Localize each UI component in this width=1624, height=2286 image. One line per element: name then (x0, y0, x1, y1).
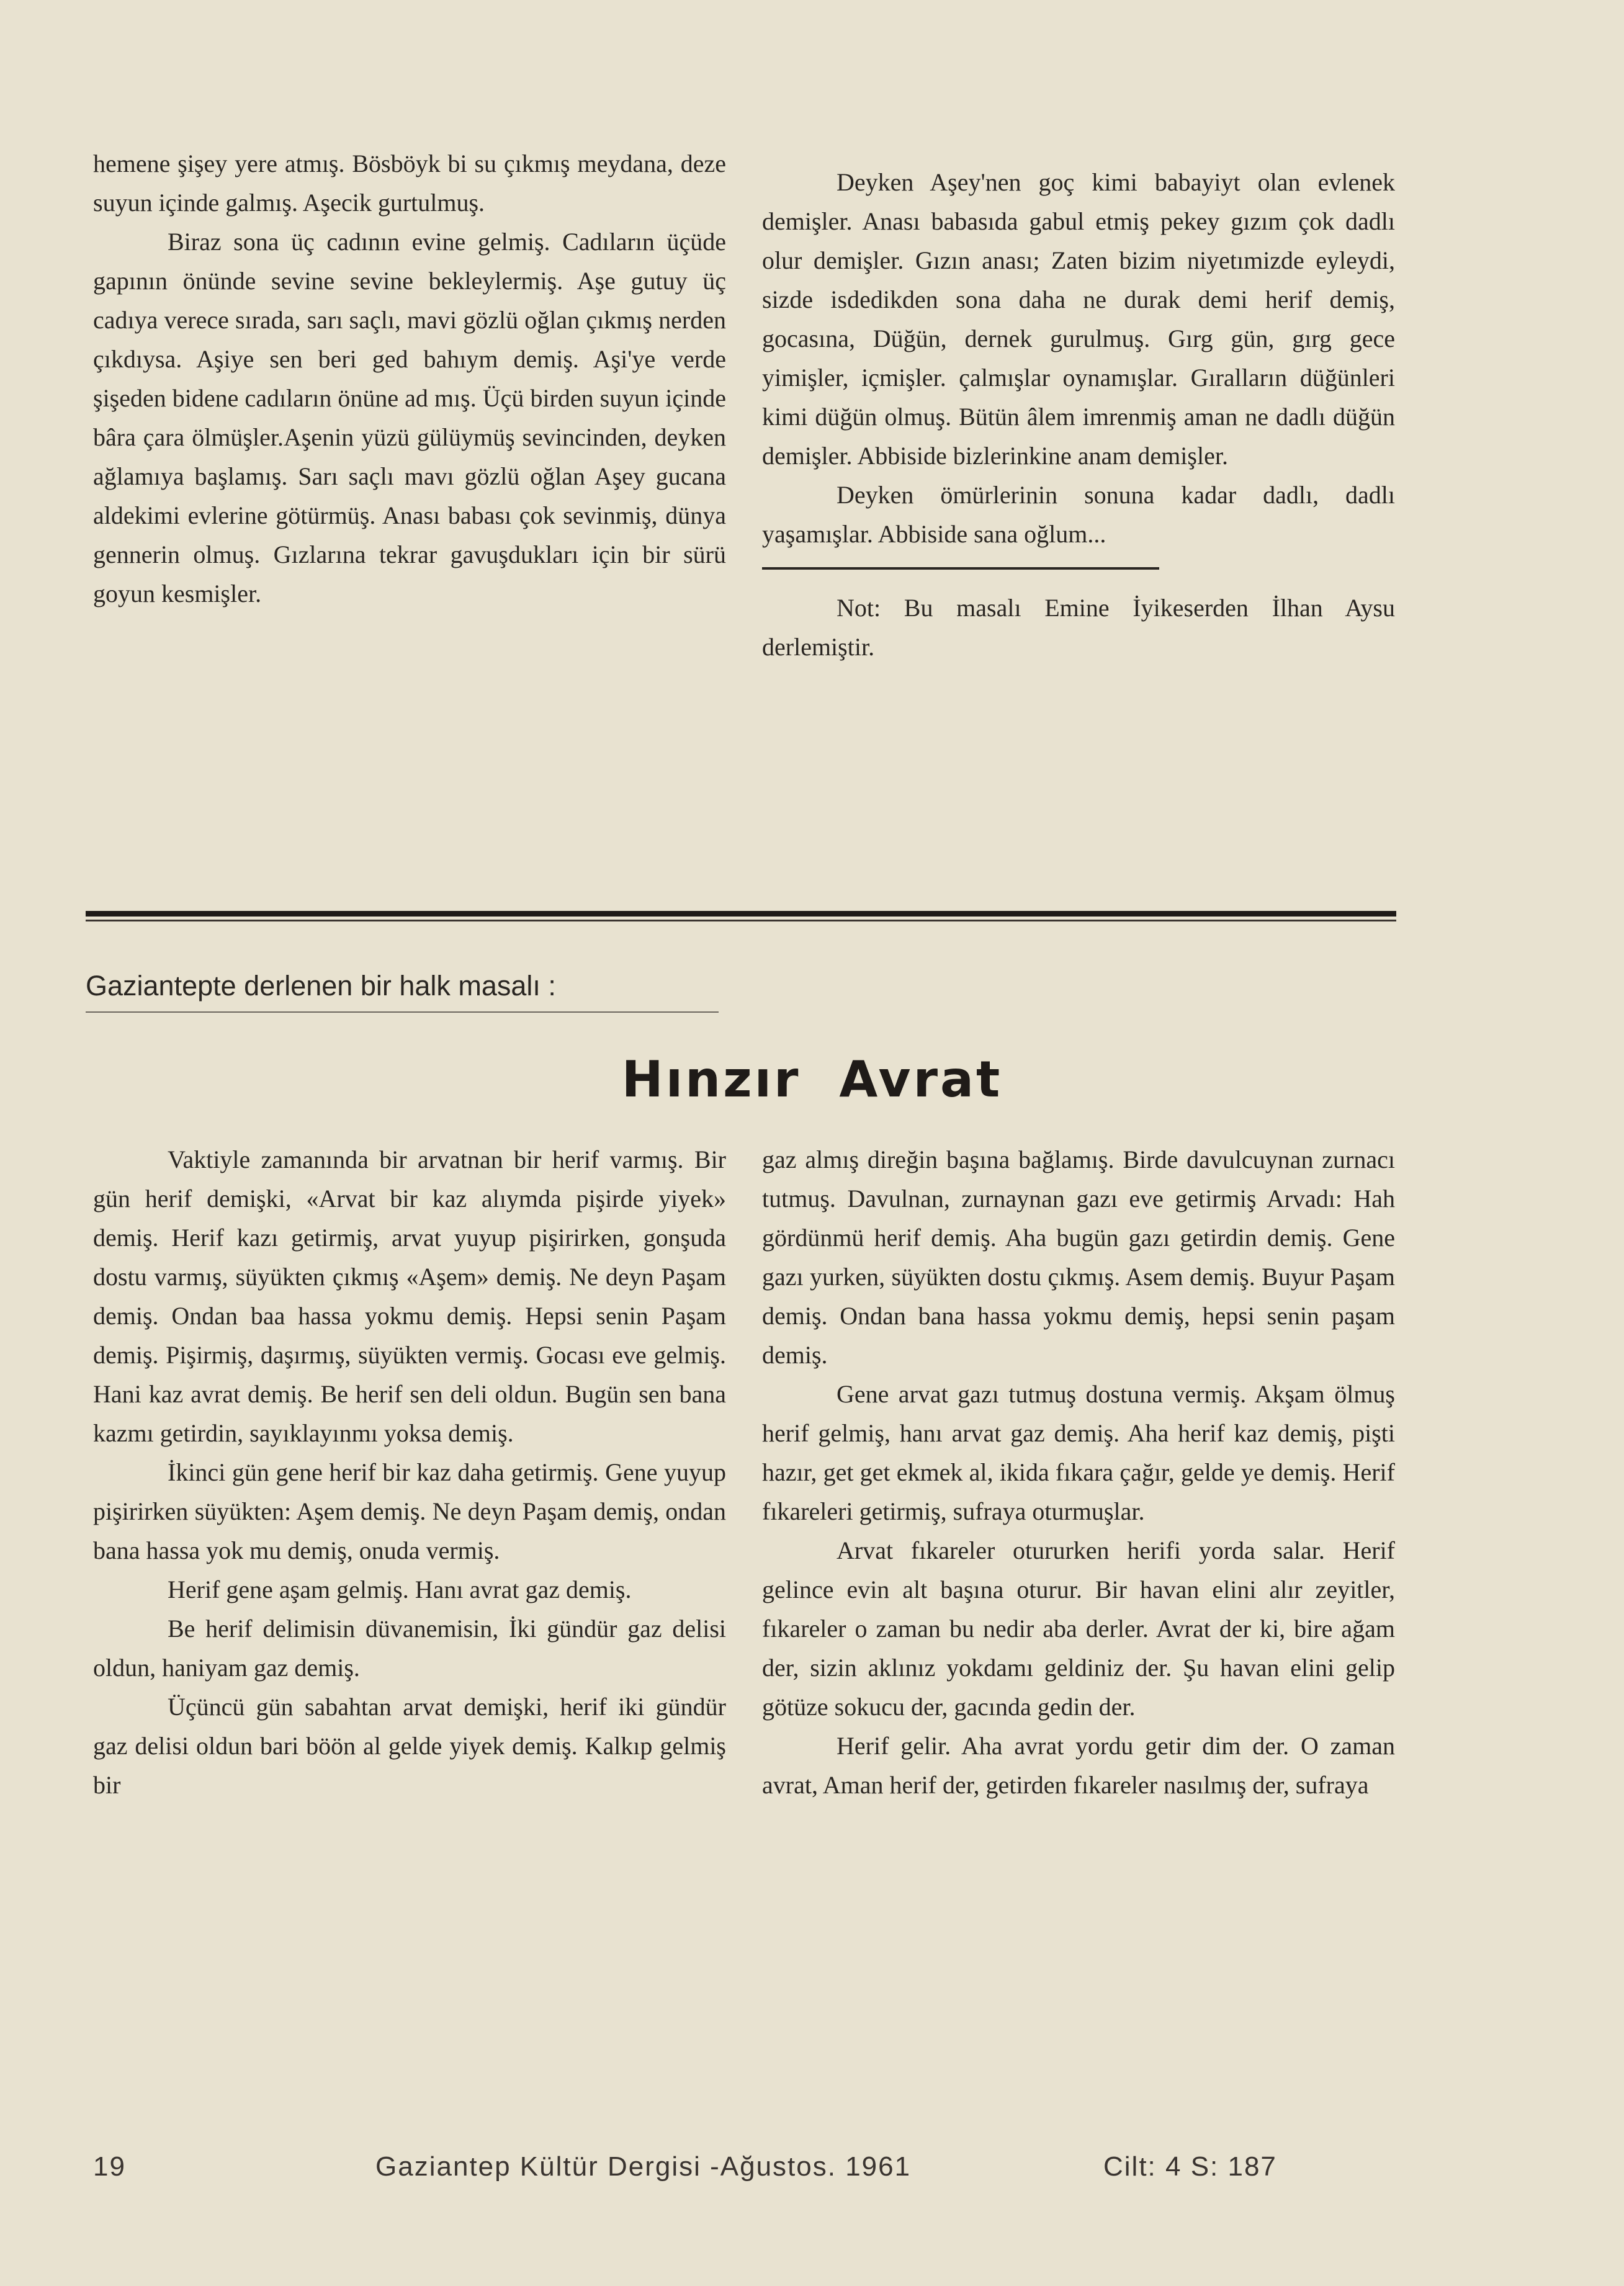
paragraph: İkinci gün gene herif bir kaz daha getirmiş. Gene yuyup pişirirken süyükten: Aşem demiş. Ne deyn Paşam demiş, ondan bana hassa yok mu demiş, onuda vermiş. (93, 1458, 726, 1564)
paragraph: Herif gene aşam gelmiş. Hanı avrat gaz demiş. (168, 1576, 632, 1603)
paragraph: Üçüncü gün sabahtan arvat demişki, herif iki gündür gaz delisi oldun bari böön al gelde yiyek demiş. Kalkıp gelmiş bir (93, 1693, 726, 1799)
paragraph: Be herif delimisin düvanemisin, İki gündür gaz delisi oldun, haniyam gaz demiş. (93, 1615, 726, 1682)
paragraph: Herif gelir. Aha avrat yordu getir dim der. O zaman avrat, Aman herif der, getirden fıkareler nasılmış der, sufraya (762, 1732, 1395, 1799)
paragraph: Arvat fıkareler otururken herifi yorda salar. Herif gelince evin alt başına oturur. Bir havan elini alır zeyitler, fıkareler o zaman bu nedir aba derler. Avrat der ki, bire ağam der, sizin aklınız yokdamı geldiniz der. Şu havan elini gelip götüze sokucu der, gacında gedin der. (762, 1536, 1395, 1721)
top-right-column (762, 163, 1395, 666)
top-left-column (93, 144, 726, 613)
section-subheading: Gaziantepte derlenen bir halk masalı : (86, 970, 556, 1002)
page-number: 19 (93, 2151, 126, 2182)
paragraph: Vaktiyle zamanında bir arvatnan bir herif varmış. Bir gün herif demişki, «Arvat bir kaz alıymda pişirde yiyek» demiş. Herif kazı getirmiş, arvat yuyup pişirirken, gonşuda dostu varmış, süyükten çıkmış «Aşem» demiş. Ne deyn Paşam demiş. Ondan baa hassa yokmu demiş. Hepsi senin Paşam demiş. Pişirmiş, daşırmış, süyükten vermiş. Gocası eve gelmiş. Hani kaz avrat demiş. Be herif sen deli oldun. Bugün sen bana kazmı getirdin, sayıklayınmı yoksa demiş. (93, 1145, 726, 1447)
paragraph: gaz almış direğin başına bağlamış. Birde davulcuynan zurnacı tutmuş. Davulnan, zurnaynan gazı eve getirmiş Arvadı: Hah gördünmü herif demiş. Aha bugün gazı getirdin demiş. Gene gazı yurken, süyükten dostu çıkmış. Asem demiş. Buyur Paşam demiş. Ondan bana hassa yokmu demiş, hepsi senin paşam demiş. (762, 1145, 1395, 1369)
volume-info: Cilt: 4 S: 187 (1103, 2151, 1277, 2182)
paragraph: Biraz sona üç cadının evine gelmiş. Cadıların üçüde gapının önünde sevine sevine bekleylermiş. Aşe gutuy üç cadıya verece sırada, sarı saçlı, mavi gözlü oğlan çıkmış nerden çıkdıysa. Aşiye sen beri ged bahıym demiş. Aşi'ye verde şişeden bidene cadıların önüne ad mış. Üçü birden suyun içinde bâra çara ölmüşler.Aşenin yüzü gülüymüş sevincinden, deyken ağlamıya başlamış. Sarı saçlı mavı gözlü oğlan Aşey gucana aldekimi evlerine götürmüş. Anası babası çok sevinmiş, dünya gennerin olmuş. Gızlarına tekrar gavuşdukları için bir sürü goyun kesmişler. (93, 228, 726, 607)
paragraph: Gene arvat gazı tutmuş dostuna vermiş. Akşam ölmuş herif gelmiş, hanı arvat gaz demiş. Aha herif kaz demiş, pişti hazır, get get ekmek al, ikida fıkara çağır, gelde ye demiş. Herif fıkareleri getirmiş, sufraya oturmuşlar. (762, 1380, 1395, 1525)
section-divider (86, 911, 1396, 917)
bottom-right-column (762, 1140, 1395, 1804)
bottom-left-column (93, 1140, 726, 1804)
paragraph: Deyken Aşey'nen goç kimi babayiyt olan evlenek demişler. Anası babasıda gabul etmiş pekey gızım çok dadlı olur demişler. Gızın anası; Zaten bizim niyetımizde eyleydi, sizde isdedikden sona daha ne durak demi herif demiş, gocasına, Düğün, dernek gurulmuş. Gırg gün, gırg gece yimişler, içmişler. çalmışlar oynamışlar. Gıralların düğünleri kimi düğün olmuş. Bütün âlem imrenmiş aman ne dadlı düğün demişler. Abbiside bizlerinkine anam demişler. (762, 168, 1395, 470)
subheading-underline (86, 1011, 719, 1013)
journal-info: Gaziantep Kültür Dergisi -Ağustos. 1961 (375, 2151, 912, 2182)
story-title: Hınzır Avrat (621, 1051, 1003, 1108)
paragraph: hemene şişey yere atmış. Bösböyk bi su çıkmış meydana, deze suyun içinde galmış. Aşecik gurtulmuş. (93, 150, 726, 217)
paragraph: Deyken ömürlerinin sonuna kadar dadlı, dadlı yaşamışlar. Abbiside sana oğlum... (762, 481, 1395, 548)
source-note: Not: Bu masalı Emine İyikeserden İlhan Aysu derlemiştir. (762, 594, 1395, 661)
section-divider-thin (86, 920, 1396, 921)
note-divider (762, 567, 1159, 570)
